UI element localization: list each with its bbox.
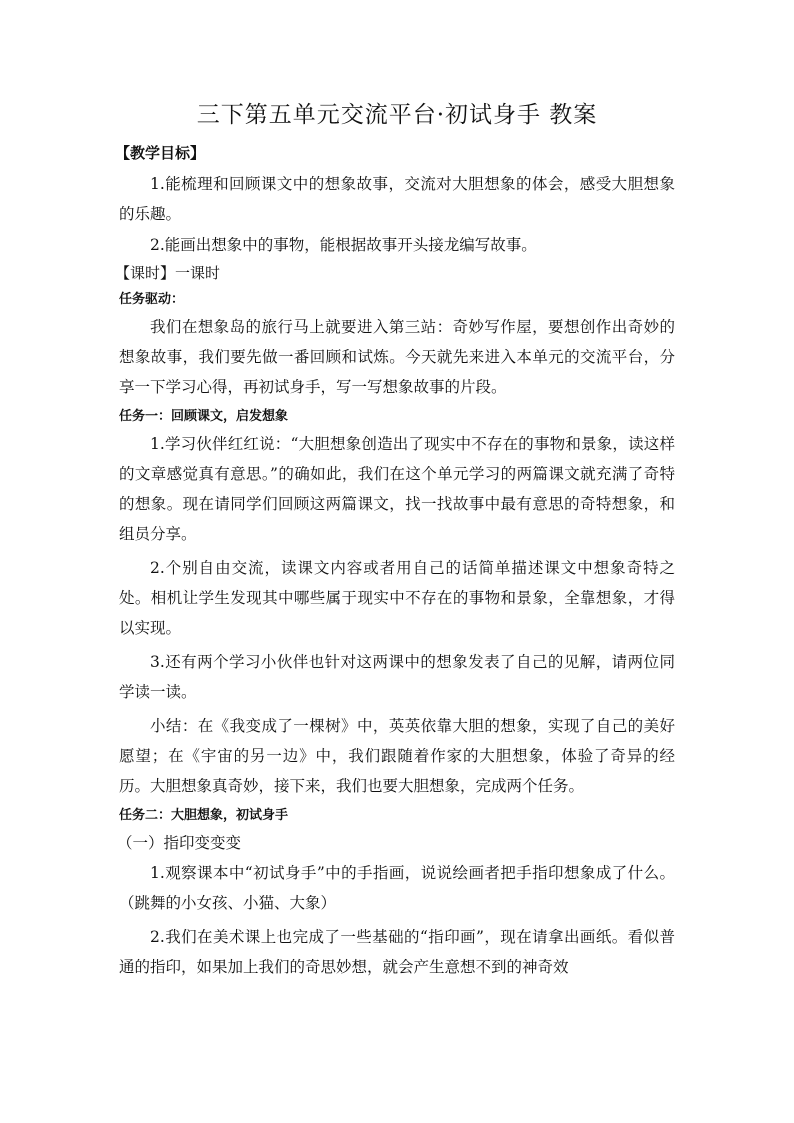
task-two-paragraph: 2.我们在美术课上也完成了一些基础的“指印画”，现在请拿出画纸。看似普通的指印，如果加上我们的奇思妙想，就会产生意想不到的神奇效 — [119, 928, 675, 976]
task-drive-text: 我们在想象岛的旅行马上就要进入第三站：奇妙写作屋，要想创作出奇妙的想象故事，我们要先做一番回顾和试炼。今天就先来进入本单元的交流平台，分享一下学习心得，再初试身手，写一写想象故事的片段。 — [119, 318, 675, 396]
task-two-heading: 任务二：大胆想象，初试身手 — [119, 808, 289, 823]
task-one-paragraph: 1.学习伙伴红红说：“大胆想象创造出了现实中不存在的事物和景象，读这样的文章感觉真有意思。”的确如此，我们在这个单元学习的两篇课文就充满了奇特的想象。现在请同学们回顾这两篇课文，找一找故事中最有意思的奇特想象，和组员分享。 — [119, 435, 675, 543]
task-one-heading: 任务一：回顾课文，启发想象 — [119, 409, 289, 424]
document-title: 三下第五单元交流平台·初试身手 教案 — [196, 102, 598, 128]
task-two-paragraph: 1.观察课本中“初试身手”中的手指画，说说绘画者把手指印想象成了什么。（跳舞的小女孩、小猫、大象） — [119, 864, 675, 912]
teaching-goals-heading: 【教学目标】 — [115, 144, 206, 162]
task-one-paragraph: 2.个别自由交流，读课文内容或者用自己的话简单描述课文中想象奇特之处。相机让学生发现其中哪些属于现实中不存在的事物和景象，全靠想象，才得以实现。 — [119, 559, 675, 637]
class-period-heading: 【课时】一课时 — [115, 264, 221, 282]
task-one-paragraph: 3.还有两个学习小伙伴也针对这两课中的想象发表了自己的见解，请两位同学读一读。 — [119, 653, 675, 701]
goal-item: 1.能梳理和回顾课文中的想象故事，交流对大胆想象的体会，感受大胆想象的乐趣。 — [119, 175, 675, 223]
task-two-subheading: （一）指印变变变 — [117, 834, 242, 852]
goal-item: 2.能画出想象中的事物，能根据故事开头接龙编写故事。 — [150, 236, 537, 254]
document-body — [115, 98, 675, 986]
task-drive-heading: 任务驱动： — [119, 292, 185, 307]
task-one-summary: 小结：在《我变成了一棵树》中，英英依靠大胆的想象，实现了自己的美好愿望；在《宇宙的另一边》中，我们跟随着作家的大胆想象，体验了奇异的经历。大胆想象真奇妙，接下来，我们也要大胆想象，完成两个任务。 — [119, 717, 675, 795]
